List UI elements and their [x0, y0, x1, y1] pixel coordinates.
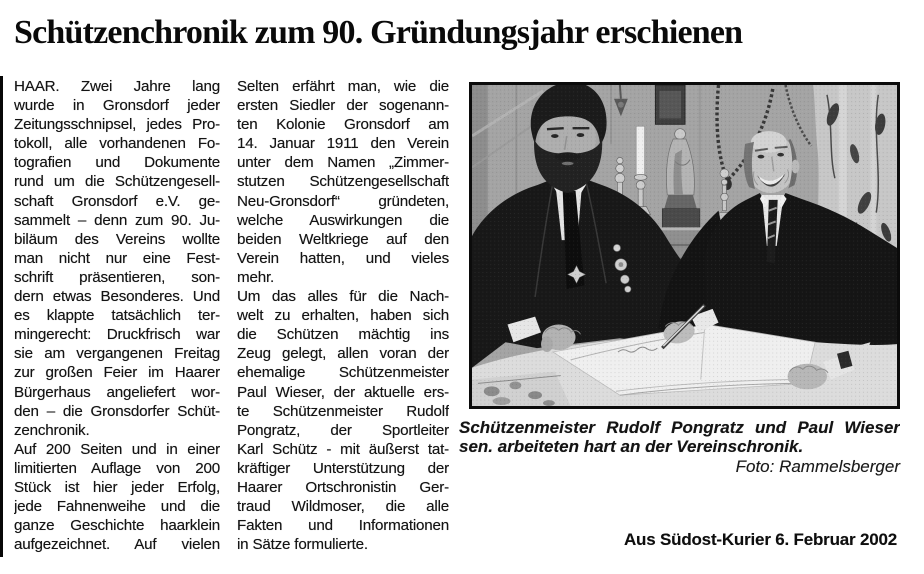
text-line: Zeitungsschnipsel, jedes Pro- [14, 116, 220, 134]
text-line: mingerecht: Druckfrisch war [14, 326, 220, 344]
text-line: unter dem Namen „Zimmer- [237, 154, 449, 172]
headline: Schützenchronik zum 90. Gründungsjahr erschienen [14, 14, 743, 51]
text-line: sammelt – denn zum 90. Ju- [14, 211, 220, 229]
text-line: limitierten Auflage von 200 [14, 459, 220, 477]
text-line: tografien und Dokumente [14, 154, 220, 172]
text-line: stutzen Schützengesellschaft [237, 173, 449, 191]
text-line: es klappte tatsächlich ter- [14, 307, 220, 325]
text-line: sen. arbeiteten hart an der Vereinschronik. [459, 436, 804, 456]
source-credit: Aus Südost-Kurier 6. Februar 2002 [623, 530, 897, 549]
text-line: biläum des Vereins wollte [14, 230, 220, 248]
photo-credit: Foto: Rammelsberger [735, 457, 900, 476]
photo-illustration [472, 85, 897, 406]
text-line: Selten erfährt man, wie die [237, 78, 449, 95]
text-line: Pongratz, der Sportleiter [237, 421, 449, 439]
text-line: Stück ist hier jeder Erfolg, [14, 478, 220, 496]
text-line: te Schützenmeister Rudolf [237, 402, 449, 420]
text-line: tokoll, alle vorhandenen Fo- [14, 135, 220, 153]
article-column-1 [14, 77, 220, 554]
text-line: Auf 200 Seiten und in einer [14, 440, 220, 458]
text-line: wurde in Gronsdorf jeder [14, 97, 220, 115]
text-line: Haarer Ortschronistin Ger- [237, 478, 449, 496]
text-line: Paul Wieser, der aktuelle ers- [237, 383, 449, 401]
text-line: Karl Schütz - mit äußerst tat- [237, 440, 449, 458]
text-line: schaft Gronsdorf e.V. ge- [14, 192, 220, 210]
text-line: traud Wildmoser, die alle [237, 498, 449, 516]
text-line: ganze Geschichte haarklein [14, 517, 220, 535]
text-line: kräftiger Unterstützung der [237, 459, 449, 477]
text-line: schrift präsentieren, son- [14, 268, 220, 286]
text-line: den – die Gronsdorfer Schüt- [14, 402, 220, 420]
text-line: Schützenmeister Rudolf Pongratz und Paul Wieser [459, 419, 900, 437]
text-line: in Sätze formulierte. [237, 536, 368, 554]
article-photo [469, 82, 900, 409]
text-line: Neu-Gronsdorf“ gründeten, [237, 192, 449, 210]
text-line: HAAR. Zwei Jahre lang [14, 78, 220, 95]
text-line: man nicht nur eine Fest- [14, 249, 220, 267]
text-line: Um das alles für die Nach- [237, 288, 449, 306]
text-line: sie am vergangenen Freitag [14, 345, 220, 363]
text-line: ten Kolonie Gronsdorf am [237, 116, 449, 134]
text-line: mehr. [237, 268, 274, 286]
text-line: welche Auswirkungen die [237, 211, 449, 229]
text-line: 14. Januar 1911 den Verein [237, 135, 449, 153]
article-column-2 [237, 77, 449, 554]
text-line: dern etwas Besonderes. Und [14, 288, 220, 306]
text-line: ehemalige Schützenmeister [237, 364, 449, 382]
text-line: rund um die Schützengesell- [14, 173, 220, 191]
text-line: zur großen Feier im Haarer [14, 364, 220, 382]
text-line: jede Fahnenweihe und die [14, 498, 220, 516]
halftone-grain [472, 85, 897, 406]
text-line: welt zu erhalten, haben sich [237, 307, 449, 325]
text-line: die Schützen mächtig ins [237, 326, 449, 344]
text-line: Zeug gelegt, allen voran der [237, 345, 449, 363]
text-line: Fakten und Informationen [237, 517, 449, 535]
text-line: aufgezeichnet. Auf vielen [14, 536, 220, 554]
photo-caption [459, 419, 900, 456]
text-line: Verein hatten, und vieles [237, 249, 449, 267]
text-line: beiden Weltkriege auf den [237, 230, 449, 248]
text-line: ersten Siedler der sogenann- [237, 97, 449, 115]
scan-edge-line [0, 76, 3, 557]
text-line: zenchronik. [14, 421, 90, 439]
text-line: Bürgerhaus angeliefert wor- [14, 383, 220, 401]
